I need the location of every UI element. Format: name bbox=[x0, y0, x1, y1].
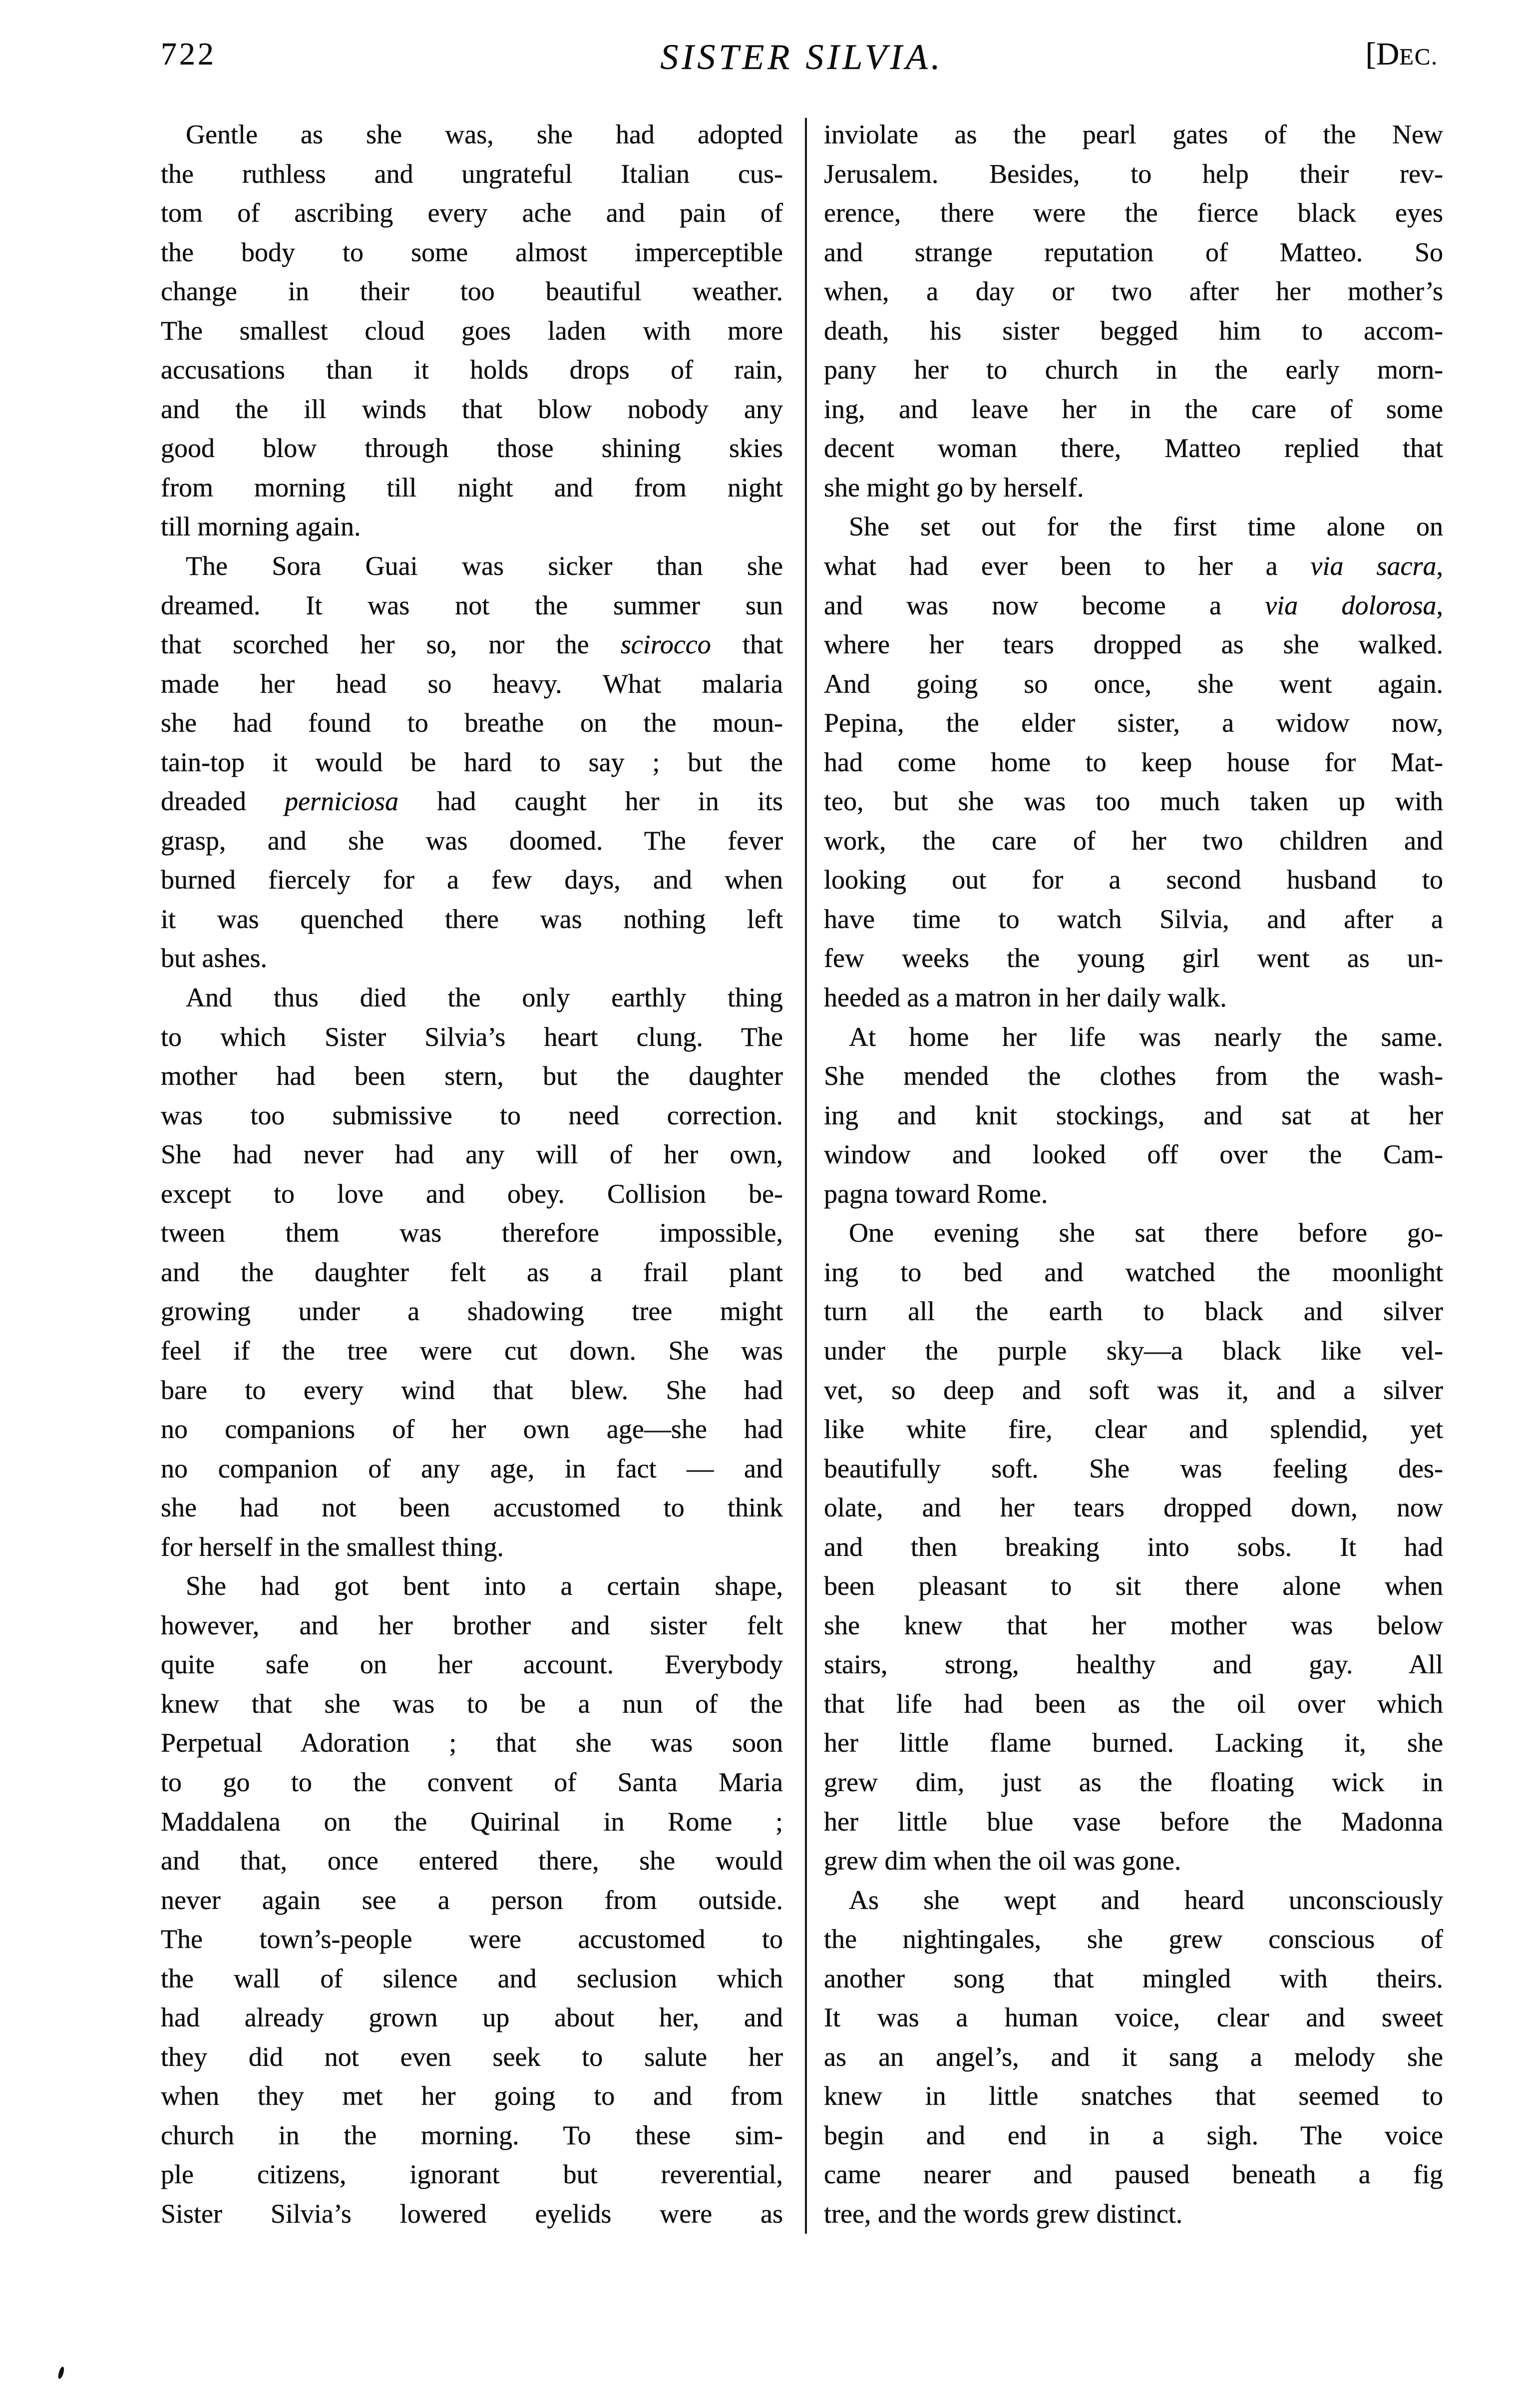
text-line: dreaded perniciosa had caught her in its bbox=[161, 786, 783, 817]
text-line: good blow through those shining skies bbox=[161, 433, 783, 464]
text-line: Perpetual Adoration ; that she was soon bbox=[161, 1728, 783, 1758]
text-line: pagna toward Rome. bbox=[824, 1178, 1048, 1209]
running-title: SISTER SILVIA. bbox=[660, 37, 944, 77]
text-line: Pepina, the elder sister, a widow now, bbox=[824, 708, 1443, 738]
text-line: tom of ascribing every ache and pain of bbox=[161, 198, 783, 228]
text-line: dreamed. It was not the summer sun bbox=[161, 590, 783, 620]
paragraph bbox=[824, 115, 1443, 507]
text-line: pany her to church in the early morn- bbox=[824, 355, 1443, 385]
text-line: another song that mingled with theirs. bbox=[824, 1963, 1443, 1993]
text-line: the ruthless and ungrateful Italian cus- bbox=[161, 158, 783, 189]
text-line: had already grown up about her, and bbox=[161, 2002, 783, 2033]
text-line: to which Sister Silvia’s heart clung. The bbox=[161, 1021, 783, 1052]
text-line: bare to every wind that blew. She had bbox=[161, 1375, 783, 1405]
text-line: that scorched her so, nor the scirocco that bbox=[161, 629, 783, 660]
text-line: One evening she sat there before go- bbox=[849, 1218, 1443, 1248]
text-line: her little blue vase before the Madonna bbox=[824, 1806, 1443, 1837]
text-line: ing, and leave her in the care of some bbox=[824, 394, 1443, 424]
page-number: 722 bbox=[161, 36, 216, 71]
text-line: death, his sister begged him to accom- bbox=[824, 315, 1443, 346]
text-line: Maddalena on the Quirinal in Rome ; bbox=[161, 1806, 783, 1837]
text-line: as an angel’s, and it sang a melody she bbox=[824, 2041, 1443, 2072]
text-line: accusations than it holds drops of rain, bbox=[161, 355, 783, 385]
text-line: few weeks the young girl went as un- bbox=[824, 943, 1443, 973]
text-line: window and looked off over the Cam- bbox=[824, 1139, 1443, 1170]
text-line: quite safe on her account. Everybody bbox=[161, 1649, 783, 1680]
text-line: ing to bed and watched the moonlight bbox=[824, 1257, 1443, 1287]
text-line: The Sora Guai was sicker than she bbox=[186, 551, 783, 581]
text-line: under the purple sky—a black like vel- bbox=[824, 1335, 1443, 1366]
text-line: her little flame burned. Lacking it, she bbox=[824, 1728, 1443, 1758]
text-line: ple citizens, ignorant but reverential, bbox=[161, 2159, 783, 2190]
text-line: And thus died the only earthly thing bbox=[186, 982, 783, 1013]
paragraph bbox=[824, 507, 1443, 1017]
text-line: and that, once entered there, she would bbox=[161, 1846, 783, 1876]
text-line: turn all the earth to black and silver bbox=[824, 1296, 1443, 1327]
text-line: Sister Silvia’s lowered eyelids were as bbox=[161, 2198, 783, 2229]
text-line: and was now become a via dolorosa, bbox=[824, 590, 1443, 620]
text-line: when they met her going to and from bbox=[161, 2081, 783, 2111]
text-line: however, and her brother and sister felt bbox=[161, 1610, 783, 1640]
text-line: church in the morning. To these sim- bbox=[161, 2120, 783, 2150]
paragraph bbox=[161, 1566, 783, 2233]
paragraph bbox=[161, 115, 783, 546]
paragraph bbox=[824, 1881, 1443, 2234]
text-line: for herself in the smallest thing. bbox=[161, 1531, 504, 1562]
issue-bracket: [ bbox=[1365, 36, 1376, 71]
text-line: no companion of any age, in fact — and bbox=[161, 1453, 783, 1483]
paragraph bbox=[824, 1213, 1443, 1880]
text-line: never again see a person from outside. bbox=[161, 1885, 783, 1915]
text-line: from morning till night and from night bbox=[161, 472, 783, 502]
paragraph bbox=[161, 546, 783, 978]
text-line: She had never had any will of her own, bbox=[161, 1139, 783, 1170]
text-line: to go to the convent of Santa Maria bbox=[161, 1767, 783, 1797]
text-line: As she wept and heard unconsciously bbox=[849, 1885, 1443, 1915]
text-line: tree, and the words grew distinct. bbox=[824, 2198, 1183, 2229]
text-line: what had ever been to her a via sacra, bbox=[824, 551, 1443, 581]
text-line: grew dim when the oil was gone. bbox=[824, 1846, 1181, 1876]
text-line: been pleasant to sit there alone when bbox=[824, 1571, 1443, 1601]
text-line: grasp, and she was doomed. The fever bbox=[161, 825, 783, 856]
text-line: vet, so deep and soft was it, and a silver bbox=[824, 1375, 1443, 1405]
paragraph bbox=[824, 1017, 1443, 1214]
text-line: when, a day or two after her mother’s bbox=[824, 276, 1443, 307]
text-line: work, the care of her two children and bbox=[824, 825, 1443, 856]
text-line: she might go by herself. bbox=[824, 472, 1084, 502]
text-line: teo, but she was too much taken up with bbox=[824, 786, 1443, 817]
text-line: looking out for a second husband to bbox=[824, 865, 1443, 895]
text-line: came nearer and paused beneath a fig bbox=[824, 2159, 1443, 2190]
text-line: the nightingales, she grew conscious of bbox=[824, 1924, 1443, 1954]
text-line: She had got bent into a certain shape, bbox=[186, 1571, 783, 1601]
text-line: the wall of silence and seclusion which bbox=[161, 1963, 783, 1993]
text-column bbox=[824, 115, 1443, 2234]
text-line: the body to some almost imperceptible bbox=[161, 237, 783, 267]
issue-month-smallcaps: EC. bbox=[1399, 44, 1438, 70]
text-line: she had not been accustomed to think bbox=[161, 1492, 783, 1523]
text-line: The town’s-people were accustomed to bbox=[161, 1924, 783, 1954]
text-line: decent woman there, Matteo replied that bbox=[824, 433, 1443, 464]
text-line: growing under a shadowing tree might bbox=[161, 1296, 783, 1327]
text-line: except to love and obey. Collision be- bbox=[161, 1178, 783, 1209]
text-line: At home her life was nearly the same. bbox=[849, 1021, 1443, 1052]
text-line: She set out for the first time alone on bbox=[849, 511, 1443, 542]
text-line: and strange reputation of Matteo. So bbox=[824, 237, 1443, 267]
text-line: and the daughter felt as a frail plant bbox=[161, 1257, 783, 1287]
text-line: and the ill winds that blow nobody any bbox=[161, 394, 783, 424]
text-line: beautifully soft. She was feeling des- bbox=[824, 1453, 1443, 1483]
text-line: no companions of her own age—she had bbox=[161, 1414, 783, 1445]
text-line: tain-top it would be hard to say ; but the bbox=[161, 747, 783, 777]
text-line: erence, there were the fierce black eyes bbox=[824, 198, 1443, 228]
text-line: mother had been stern, but the daughter bbox=[161, 1061, 783, 1091]
text-line: where her tears dropped as she walked. bbox=[824, 629, 1443, 660]
text-line: she knew that her mother was below bbox=[824, 1610, 1443, 1640]
text-line: till morning again. bbox=[161, 511, 361, 542]
column-divider-rule bbox=[805, 118, 807, 2234]
text-line: they did not even seek to salute her bbox=[161, 2041, 783, 2072]
text-line: it was quenched there was nothing left bbox=[161, 904, 783, 934]
text-line: change in their too beautiful weather. bbox=[161, 276, 783, 307]
text-line: burned fiercely for a few days, and when bbox=[161, 865, 783, 895]
text-line: And going so once, she went again. bbox=[824, 668, 1443, 699]
text-line: stairs, strong, healthy and gay. All bbox=[824, 1649, 1443, 1680]
text-line: knew in little snatches that seemed to bbox=[824, 2081, 1443, 2111]
text-line: had come home to keep house for Mat- bbox=[824, 747, 1443, 777]
text-line: heeded as a matron in her daily walk. bbox=[824, 982, 1227, 1013]
issue-label bbox=[1366, 38, 1438, 70]
text-line: like white fire, clear and splendid, yet bbox=[824, 1414, 1443, 1445]
text-line: Gentle as she was, she had adopted bbox=[186, 119, 783, 149]
paragraph bbox=[161, 978, 783, 1566]
text-line: grew dim, just as the floating wick in bbox=[824, 1767, 1443, 1797]
text-line: ing and knit stockings, and sat at her bbox=[824, 1100, 1443, 1130]
text-line: tween them was therefore impossible, bbox=[161, 1218, 783, 1248]
text-line: but ashes. bbox=[161, 943, 267, 973]
issue-month-initial: D bbox=[1376, 36, 1400, 71]
text-column bbox=[161, 115, 783, 2234]
text-line: The smallest cloud goes laden with more bbox=[161, 315, 783, 346]
text-line: begin and end in a sigh. The voice bbox=[824, 2120, 1443, 2150]
text-line: She mended the clothes from the wash- bbox=[824, 1061, 1443, 1091]
text-line: she had found to breathe on the moun- bbox=[161, 708, 783, 738]
text-line: was too submissive to need correction. bbox=[161, 1100, 783, 1130]
text-line: knew that she was to be a nun of the bbox=[161, 1688, 783, 1719]
ink-speck bbox=[57, 2366, 65, 2379]
text-line: Jerusalem. Besides, to help their rev- bbox=[824, 158, 1443, 189]
text-line: inviolate as the pearl gates of the New bbox=[824, 119, 1443, 149]
text-line: It was a human voice, clear and sweet bbox=[824, 2002, 1443, 2033]
text-line: olate, and her tears dropped down, now bbox=[824, 1492, 1443, 1523]
text-line: made her head so heavy. What malaria bbox=[161, 668, 783, 699]
text-line: that life had been as the oil over which bbox=[824, 1688, 1443, 1719]
text-line: feel if the tree were cut down. She was bbox=[161, 1335, 783, 1366]
text-line: have time to watch Silvia, and after a bbox=[824, 904, 1443, 934]
text-line: and then breaking into sobs. It had bbox=[824, 1531, 1443, 1562]
